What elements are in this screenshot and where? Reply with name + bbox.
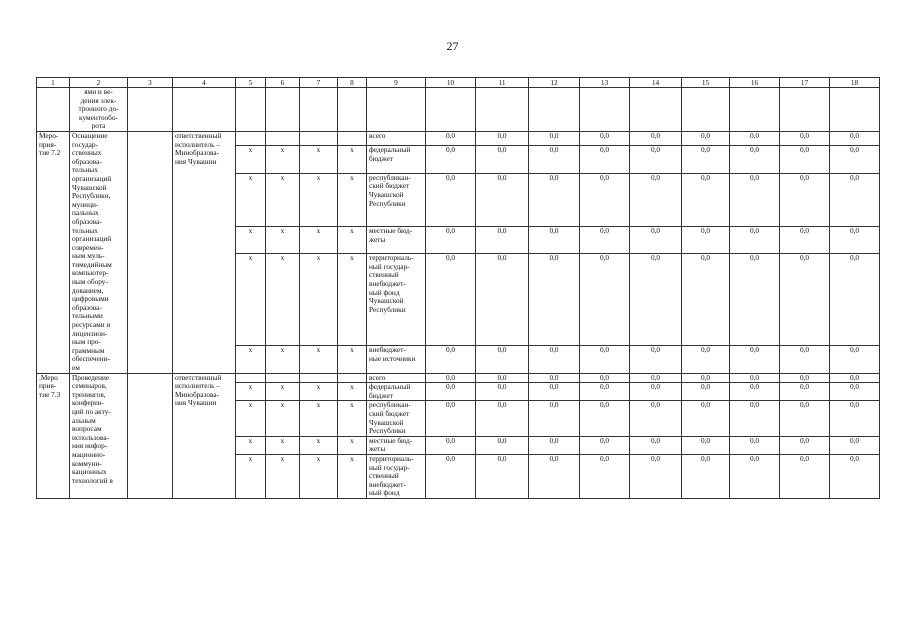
activity-name-line: ций по акту-: [72, 406, 111, 416]
continuation-row: [37, 88, 880, 132]
funding-value-cell: 0,0: [730, 383, 780, 401]
funding-value-cell: 0,0: [780, 346, 830, 373]
code-mark-cell: x: [236, 346, 266, 373]
funding-value-cell: 0,0: [780, 131, 830, 145]
code-mark-cell: x: [236, 401, 266, 436]
activity-name-line: муници-: [72, 199, 99, 209]
funding-value-cell: 0,0: [730, 254, 780, 346]
code-mark-cell: [338, 131, 367, 145]
activity-name-line: Проведение: [72, 373, 110, 382]
table-cell: [266, 88, 300, 132]
funding-source-cell: [367, 254, 426, 346]
funding-value-cell: 0,0: [830, 454, 880, 498]
funding-value-cell: 0,0: [529, 173, 580, 226]
funding-source-line: Чувашской: [369, 189, 404, 199]
funding-source-cell: [367, 146, 426, 173]
responsible-executor-cell: [173, 373, 236, 498]
responsible-executor-cell: [173, 131, 236, 373]
funding-value-cell: 0,0: [630, 254, 682, 346]
activity-name-line: лицензион-: [72, 328, 108, 338]
funding-source-line: ный государ-: [369, 261, 410, 271]
funding-source-line: ский бюджет: [369, 408, 410, 418]
funding-value-cell: 0,0: [730, 454, 780, 498]
funding-value-cell: 0,0: [426, 131, 476, 145]
funding-value-cell: 0,0: [682, 401, 730, 436]
funding-source-cell: [367, 436, 426, 454]
funding-value-cell: 0,0: [682, 454, 730, 498]
column-number-header: 11: [476, 78, 529, 88]
activity-name-line: тельными: [72, 311, 103, 321]
funding-value-cell: 0,0: [630, 401, 682, 436]
funding-value-cell: 0,0: [580, 146, 630, 173]
page-number: 27: [446, 39, 459, 53]
funding-value-cell: 0,0: [580, 383, 630, 401]
funding-value-cell: 0,0: [529, 346, 580, 373]
funding-source-line: республикан-: [369, 400, 411, 410]
code-mark-cell: x: [338, 401, 367, 436]
funding-value-cell: 0,0: [730, 146, 780, 173]
code-mark-cell: x: [300, 383, 338, 401]
program-funding-table: [36, 77, 880, 499]
code-mark-cell: x: [266, 146, 300, 173]
table-cell: [730, 88, 780, 132]
code-mark-cell: x: [236, 454, 266, 498]
activity-name-line: компьютер-: [72, 268, 109, 278]
column-number-header: 5: [236, 78, 266, 88]
funding-value-cell: 0,0: [426, 346, 476, 373]
activity-id-line: .Меро: [39, 373, 58, 382]
code-mark-cell: x: [338, 146, 367, 173]
funding-source-cell: [367, 131, 426, 145]
funding-value-cell: 0,0: [426, 226, 476, 253]
code-mark-cell: x: [338, 383, 367, 401]
table-cell: [37, 88, 70, 132]
funding-value-cell: 0,0: [476, 146, 529, 173]
funding-value-cell: 0,0: [730, 131, 780, 145]
responsible-executor-line: исполнитель –: [175, 139, 220, 149]
funding-value-cell: 0,0: [476, 436, 529, 454]
funding-value-cell: 0,0: [426, 173, 476, 226]
funding-value-cell: 0,0: [682, 254, 730, 346]
activity-name-line: дения элек-: [80, 95, 117, 105]
table-cell: [476, 88, 529, 132]
code-mark-cell: [266, 131, 300, 145]
funding-value-cell: 0,0: [580, 373, 630, 383]
code-mark-cell: x: [266, 383, 300, 401]
code-mark-cell: x: [266, 436, 300, 454]
activity-name-line: образова-: [72, 156, 102, 166]
funding-value-cell: 0,0: [830, 254, 880, 346]
table-row: [37, 373, 880, 383]
column-number-header: 8: [338, 78, 367, 88]
funding-source-line: Чувашской: [369, 417, 404, 427]
funding-value-cell: 0,0: [476, 346, 529, 373]
table-header-row: [37, 78, 880, 88]
funding-source-cell: [367, 346, 426, 373]
funding-source-line: внебюджет-: [369, 479, 406, 489]
activity-name-line: ями и ве-: [84, 87, 113, 96]
funding-value-cell: 0,0: [529, 454, 580, 498]
activity-name-line: государ-: [72, 139, 99, 149]
funding-source-cell: [367, 373, 426, 383]
responsible-executor-line: ответственный: [175, 373, 222, 382]
code-mark-cell: x: [236, 226, 266, 253]
funding-source-cell: [367, 383, 426, 401]
funding-value-cell: 0,0: [682, 226, 730, 253]
funding-source-line: республикан-: [369, 173, 411, 182]
funding-value-cell: 0,0: [682, 383, 730, 401]
code-mark-cell: x: [236, 383, 266, 401]
activity-id-line: тие 7.3: [39, 389, 61, 399]
activity-name-line: тельных: [72, 165, 98, 175]
column-number-header: 10: [426, 78, 476, 88]
funding-source-line: ные источники: [369, 353, 416, 363]
activity-name-line: кационных: [72, 467, 107, 477]
funding-value-cell: 0,0: [529, 146, 580, 173]
participants-cell: [128, 373, 173, 498]
responsible-executor-line: ния Чувашии: [175, 398, 217, 408]
funding-value-cell: 0,0: [730, 373, 780, 383]
funding-source-line: местные бюд-: [369, 436, 413, 445]
funding-value-cell: 0,0: [780, 146, 830, 173]
funding-source-line: территориаль-: [369, 454, 414, 463]
funding-value-cell: 0,0: [830, 131, 880, 145]
code-mark-cell: x: [266, 454, 300, 498]
funding-value-cell: 0,0: [630, 131, 682, 145]
code-mark-cell: x: [338, 254, 367, 346]
funding-value-cell: 0,0: [682, 346, 730, 373]
funding-source-cell: [367, 401, 426, 436]
column-number-header: 1: [37, 78, 70, 88]
activity-name-line: технологий в: [72, 475, 113, 485]
column-number-header: 17: [780, 78, 830, 88]
funding-value-cell: 0,0: [476, 373, 529, 383]
activity-id-line: прия-: [39, 381, 57, 391]
activity-name-line: вопросам: [72, 424, 102, 434]
activity-id-line: Меро-: [39, 131, 59, 140]
funding-value-cell: 0,0: [630, 146, 682, 173]
activity-name-line: тимедийным: [72, 259, 112, 269]
table-cell: [70, 88, 128, 132]
activity-id-line: тие 7.2: [39, 148, 61, 158]
activity-name-line: ственных: [72, 148, 102, 158]
activity-name-line: ным про-: [72, 337, 101, 347]
activity-name-line: ресурсами и: [72, 320, 111, 330]
responsible-executor-line: Минобразова-: [175, 148, 220, 158]
funding-source-line: жеты: [369, 234, 386, 244]
funding-value-cell: 0,0: [780, 254, 830, 346]
funding-source-line: Республики: [369, 304, 406, 314]
funding-value-cell: 0,0: [830, 173, 880, 226]
code-mark-cell: x: [338, 454, 367, 498]
funding-value-cell: 0,0: [426, 401, 476, 436]
funding-value-cell: 0,0: [730, 173, 780, 226]
funding-source-cell: [367, 454, 426, 498]
activity-name-line: организаций: [72, 173, 112, 183]
code-mark-cell: [300, 131, 338, 145]
activity-name-line: конферен-: [72, 398, 104, 408]
activity-name-line: кументообо-: [79, 112, 118, 122]
responsible-executor-line: Минобразова-: [175, 389, 220, 399]
column-number-header: 16: [730, 78, 780, 88]
column-number-header: 15: [682, 78, 730, 88]
funding-source-line: всего: [369, 373, 386, 382]
code-mark-cell: x: [338, 226, 367, 253]
funding-value-cell: 0,0: [630, 454, 682, 498]
funding-value-cell: 0,0: [630, 346, 682, 373]
activity-name-line: организаций: [72, 234, 112, 244]
funding-value-cell: 0,0: [780, 401, 830, 436]
table-cell: [300, 88, 338, 132]
table-cell: [580, 88, 630, 132]
code-mark-cell: x: [338, 173, 367, 226]
funding-value-cell: 0,0: [682, 436, 730, 454]
funding-value-cell: 0,0: [426, 254, 476, 346]
funding-value-cell: 0,0: [426, 454, 476, 498]
funding-value-cell: 0,0: [529, 373, 580, 383]
funding-value-cell: 0,0: [780, 373, 830, 383]
code-mark-cell: x: [266, 173, 300, 226]
table-cell: [780, 88, 830, 132]
funding-value-cell: 0,0: [730, 226, 780, 253]
funding-value-cell: 0,0: [529, 401, 580, 436]
table-cell: [236, 88, 266, 132]
funding-value-cell: 0,0: [830, 401, 880, 436]
code-mark-cell: x: [300, 401, 338, 436]
funding-source-line: ный фонд: [369, 287, 400, 297]
funding-source-line: внебюджет-: [369, 279, 406, 289]
funding-value-cell: 0,0: [830, 373, 880, 383]
code-mark-cell: x: [266, 346, 300, 373]
funding-value-cell: 0,0: [780, 226, 830, 253]
funding-source-line: ственный: [369, 270, 399, 280]
funding-value-cell: 0,0: [426, 146, 476, 173]
funding-source-line: бюджет: [369, 153, 393, 163]
code-mark-cell: x: [300, 146, 338, 173]
funding-value-cell: 0,0: [580, 401, 630, 436]
funding-value-cell: 0,0: [426, 373, 476, 383]
funding-value-cell: 0,0: [580, 436, 630, 454]
activity-name-line: образова-: [72, 302, 102, 312]
funding-value-cell: 0,0: [730, 401, 780, 436]
code-mark-cell: x: [236, 173, 266, 226]
funding-value-cell: 0,0: [682, 373, 730, 383]
code-mark-cell: x: [236, 254, 266, 346]
funding-value-cell: 0,0: [476, 254, 529, 346]
funding-value-cell: 0,0: [476, 226, 529, 253]
activity-name-line: тронного до-: [78, 104, 119, 114]
funding-value-cell: 0,0: [830, 146, 880, 173]
funding-value-cell: 0,0: [780, 436, 830, 454]
funding-source-cell: [367, 226, 426, 253]
activity-id-cell: [37, 131, 70, 373]
code-mark-cell: x: [300, 436, 338, 454]
funding-source-line: ный государ-: [369, 462, 410, 472]
column-number-header: 14: [630, 78, 682, 88]
table-cell: [338, 88, 367, 132]
funding-source-line: Республики: [369, 198, 406, 208]
funding-value-cell: 0,0: [529, 254, 580, 346]
activity-name-line: цифровыми: [72, 294, 109, 304]
column-number-header: 6: [266, 78, 300, 88]
responsible-executor-line: исполнитель –: [175, 381, 220, 391]
funding-value-cell: 0,0: [830, 383, 880, 401]
activity-name-line: дованием,: [72, 285, 104, 295]
code-mark-cell: x: [236, 146, 266, 173]
column-number-header: 9: [367, 78, 426, 88]
funding-value-cell: 0,0: [580, 254, 630, 346]
table-cell: [173, 88, 236, 132]
funding-value-cell: 0,0: [580, 131, 630, 145]
funding-source-line: ский бюджет: [369, 181, 410, 191]
funding-value-cell: 0,0: [630, 383, 682, 401]
table-cell: [682, 88, 730, 132]
table-row: [37, 131, 880, 145]
funding-value-cell: 0,0: [529, 436, 580, 454]
activity-name-line: использова-: [72, 432, 110, 442]
code-mark-cell: [236, 373, 266, 383]
activity-name-line: ния инфор-: [72, 441, 108, 451]
participants-cell: [128, 131, 173, 373]
funding-source-line: территориаль-: [369, 253, 414, 263]
funding-value-cell: 0,0: [730, 346, 780, 373]
activity-name-line: тренингов,: [72, 389, 106, 399]
funding-value-cell: 0,0: [426, 383, 476, 401]
funding-value-cell: 0,0: [730, 436, 780, 454]
column-number-header: 7: [300, 78, 338, 88]
funding-value-cell: 0,0: [529, 383, 580, 401]
funding-value-cell: 0,0: [529, 131, 580, 145]
funding-value-cell: 0,0: [580, 173, 630, 226]
column-number-header: 12: [529, 78, 580, 88]
activity-name-line: образова-: [72, 216, 102, 226]
funding-value-cell: 0,0: [830, 226, 880, 253]
funding-source-line: Чувашской: [369, 296, 404, 306]
activity-name-line: обеспечени-: [72, 354, 111, 364]
activity-name-line: Республики,: [72, 191, 111, 201]
funding-source-line: Республики: [369, 426, 406, 436]
funding-value-cell: 0,0: [529, 226, 580, 253]
funding-value-cell: 0,0: [780, 383, 830, 401]
code-mark-cell: [300, 373, 338, 383]
funding-value-cell: 0,0: [630, 226, 682, 253]
code-mark-cell: x: [300, 173, 338, 226]
responsible-executor-line: ния Чувашии: [175, 156, 217, 166]
code-mark-cell: x: [236, 436, 266, 454]
funding-source-line: ный фонд: [369, 488, 400, 498]
funding-source-line: федеральный: [369, 145, 411, 155]
table-cell: [529, 88, 580, 132]
activity-name-line: семинаров,: [72, 381, 107, 391]
activity-name-line: ным обору-: [72, 277, 108, 287]
column-number-header: 13: [580, 78, 630, 88]
code-mark-cell: x: [300, 454, 338, 498]
funding-value-cell: 0,0: [476, 454, 529, 498]
funding-value-cell: 0,0: [780, 454, 830, 498]
funding-value-cell: 0,0: [630, 373, 682, 383]
column-number-header: 4: [173, 78, 236, 88]
funding-value-cell: 0,0: [580, 226, 630, 253]
code-mark-cell: x: [266, 226, 300, 253]
funding-source-line: местные бюд-: [369, 226, 413, 235]
activity-id-line: прия-: [39, 139, 57, 149]
funding-value-cell: 0,0: [426, 436, 476, 454]
code-mark-cell: x: [300, 226, 338, 253]
table-cell: [367, 88, 426, 132]
responsible-executor-line: ответственный: [175, 131, 222, 140]
table-cell: [426, 88, 476, 132]
activity-name-line: мационно-: [72, 449, 106, 459]
code-mark-cell: [266, 373, 300, 383]
column-number-header: 18: [830, 78, 880, 88]
funding-value-cell: 0,0: [476, 383, 529, 401]
funding-source-line: жеты: [369, 444, 386, 454]
funding-value-cell: 0,0: [780, 173, 830, 226]
funding-source-line: бюджет: [369, 390, 393, 400]
funding-value-cell: 0,0: [476, 173, 529, 226]
activity-name-line: коммуни-: [72, 458, 102, 468]
table-cell: [128, 88, 173, 132]
activity-name-line: Оснащение: [72, 131, 108, 140]
funding-value-cell: 0,0: [476, 131, 529, 145]
funding-value-cell: 0,0: [580, 346, 630, 373]
funding-value-cell: 0,0: [580, 454, 630, 498]
code-mark-cell: x: [338, 436, 367, 454]
funding-source-line: федеральный: [369, 382, 411, 392]
funding-value-cell: 0,0: [830, 346, 880, 373]
activity-name-line: современ-: [72, 242, 104, 252]
code-mark-cell: x: [266, 401, 300, 436]
activity-name-cell: [70, 131, 128, 373]
activity-name-line: пальных: [72, 208, 99, 218]
funding-value-cell: 0,0: [682, 131, 730, 145]
column-number-header: 2: [70, 78, 128, 88]
funding-source-line: всего: [369, 131, 386, 140]
activity-name-line: альным: [72, 415, 96, 425]
activity-name-line: ным муль-: [72, 251, 105, 261]
funding-source-line: ственный: [369, 471, 399, 481]
activity-name-line: рота: [91, 121, 106, 131]
funding-source-cell: [367, 173, 426, 226]
funding-source-line: внебюджет-: [369, 345, 406, 355]
column-number-header: 3: [128, 78, 173, 88]
funding-value-cell: 0,0: [630, 173, 682, 226]
activity-name-line: Чувашской: [72, 182, 107, 192]
table-cell: [630, 88, 682, 132]
code-mark-cell: x: [338, 346, 367, 373]
funding-value-cell: 0,0: [682, 146, 730, 173]
funding-value-cell: 0,0: [630, 436, 682, 454]
activity-name-line: тельных: [72, 225, 98, 235]
code-mark-cell: [338, 373, 367, 383]
activity-name-line: граммным: [72, 345, 105, 355]
code-mark-cell: x: [300, 346, 338, 373]
code-mark-cell: [236, 131, 266, 145]
code-mark-cell: x: [266, 254, 300, 346]
funding-value-cell: 0,0: [682, 173, 730, 226]
activity-name-cell: [70, 373, 128, 498]
table-cell: [830, 88, 880, 132]
activity-id-cell: [37, 373, 70, 498]
activity-name-line: ем: [72, 363, 80, 372]
code-mark-cell: x: [300, 254, 338, 346]
funding-value-cell: 0,0: [476, 401, 529, 436]
funding-value-cell: 0,0: [830, 436, 880, 454]
